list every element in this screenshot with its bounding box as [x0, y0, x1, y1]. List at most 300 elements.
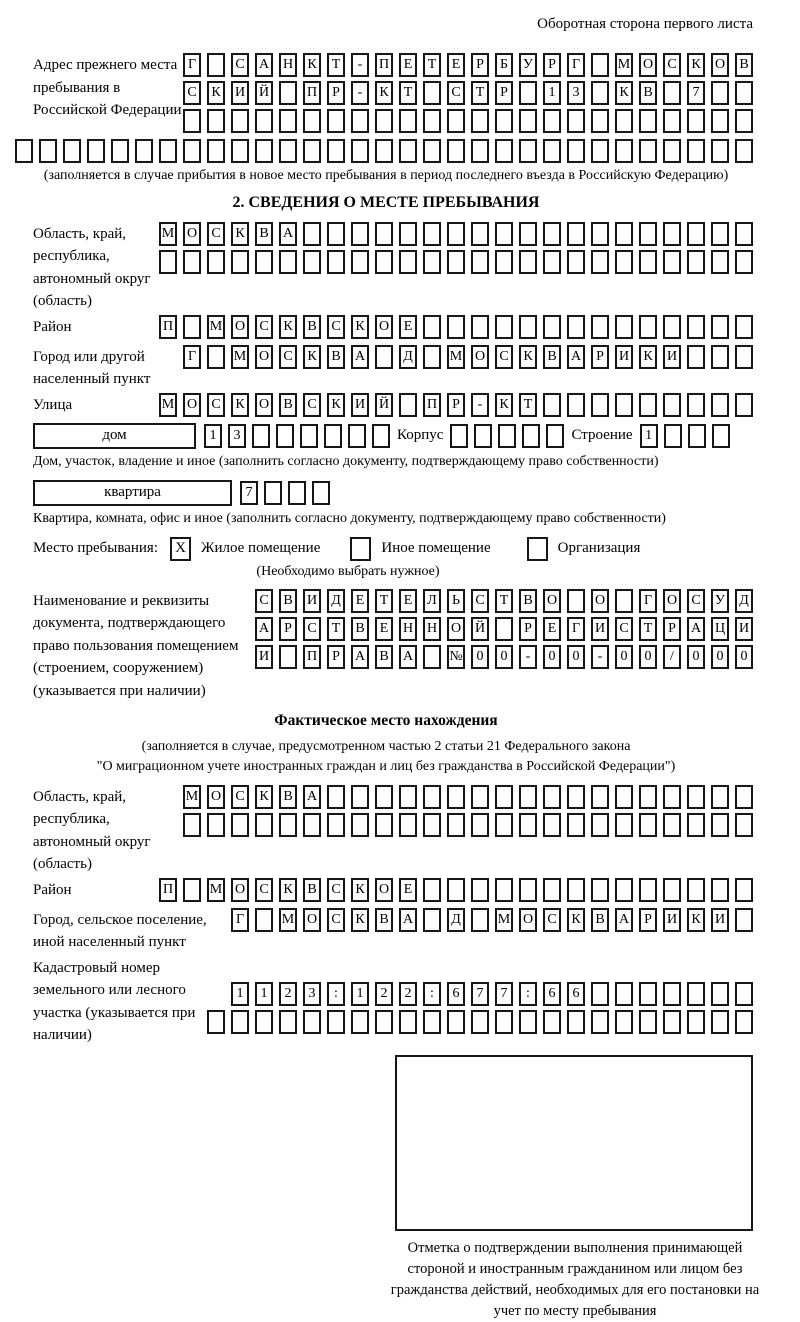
- char-cell: [591, 81, 609, 105]
- char-cell: В: [303, 878, 321, 902]
- char-cell: [447, 139, 465, 163]
- char-cell: А: [255, 617, 273, 641]
- char-cell: [711, 250, 729, 274]
- char-cell: [639, 109, 657, 133]
- char-cell: [183, 109, 201, 133]
- char-cell: К: [375, 81, 393, 105]
- char-cell: [351, 785, 369, 809]
- char-cell: [591, 139, 609, 163]
- char-cell: Т: [471, 81, 489, 105]
- char-cell: [423, 645, 441, 669]
- char-cell: [399, 785, 417, 809]
- char-cell: [495, 785, 513, 809]
- char-cell: [591, 315, 609, 339]
- char-cell: В: [375, 908, 393, 932]
- char-cell: [303, 139, 321, 163]
- char-cell: [399, 250, 417, 274]
- char-cell: [663, 982, 681, 1006]
- house-row: [33, 423, 753, 449]
- char-cell: Т: [327, 53, 345, 77]
- char-cell: [231, 250, 249, 274]
- document-row-2: [248, 617, 753, 641]
- char-cell: [543, 109, 561, 133]
- char-cell: [327, 139, 345, 163]
- document-row-3: [248, 645, 753, 669]
- char-cell: [423, 785, 441, 809]
- option-organizaciya-label: Организация: [557, 540, 641, 557]
- char-cell: [687, 315, 705, 339]
- char-cell: М: [495, 908, 513, 932]
- char-cell: [522, 424, 540, 448]
- char-cell: [423, 109, 441, 133]
- char-cell: [255, 813, 273, 837]
- char-cell: У: [519, 53, 537, 77]
- char-cell: О: [303, 908, 321, 932]
- char-cell: [423, 1010, 441, 1034]
- char-cell: [663, 813, 681, 837]
- char-cell: [207, 53, 225, 77]
- stay-type-label: Место пребывания:: [33, 540, 158, 557]
- char-cell: [495, 222, 513, 246]
- char-cell: [615, 393, 633, 417]
- char-cell: М: [183, 785, 201, 809]
- char-cell: [207, 250, 225, 274]
- char-cell: [519, 785, 537, 809]
- apartment-caption: Квартира, комната, офис и иное (заполнить согласно документу, подтверждающему право собственности): [33, 510, 666, 526]
- char-cell: И: [615, 345, 633, 369]
- char-cell: О: [639, 53, 657, 77]
- char-cell: [495, 617, 513, 641]
- char-cell: К: [231, 393, 249, 417]
- char-cell: [471, 109, 489, 133]
- char-cell: С: [255, 878, 273, 902]
- char-cell: С: [471, 589, 489, 613]
- char-cell: К: [639, 345, 657, 369]
- char-cell: П: [375, 53, 393, 77]
- prev-address-field: [33, 53, 753, 137]
- char-cell: [87, 139, 105, 163]
- char-cell: [231, 109, 249, 133]
- char-cell: [39, 139, 57, 163]
- char-cell: М: [207, 878, 225, 902]
- char-cell: О: [519, 908, 537, 932]
- char-cell: М: [615, 53, 633, 77]
- cadastral-row-2: [211, 1010, 753, 1034]
- char-cell: 0: [687, 645, 705, 669]
- confirmation-stamp-box: [395, 1055, 753, 1231]
- char-cell: [591, 1010, 609, 1034]
- cadastral-label: Кадастровый номер земельного или лесного участка (указывается при наличии): [33, 959, 196, 1044]
- char-cell: К: [351, 878, 369, 902]
- page-header-note: Оборотная сторона первого листа: [537, 16, 753, 32]
- actual-city-field: [33, 908, 753, 954]
- char-cell: [735, 1010, 753, 1034]
- char-cell: [687, 1010, 705, 1034]
- char-cell: [543, 1010, 561, 1034]
- document-label: Наименование и реквизиты документа, подтверждающего право пользования помещением (строением, сооружением) (указывается при наличии): [33, 592, 239, 699]
- char-cell: В: [591, 908, 609, 932]
- section2-title: 2. СВЕДЕНИЯ О МЕСТЕ ПРЕБЫВАНИЯ: [232, 193, 540, 211]
- char-cell: К: [687, 53, 705, 77]
- char-cell: [711, 315, 729, 339]
- char-cell: Р: [639, 908, 657, 932]
- confirmation-caption: Отметка о подтверждении выполнения принимающей стороной и иностранным гражданином или лицом без гражданства действий, необходимых для его постановки на учет по месту пребывания: [390, 1239, 760, 1319]
- char-cell: О: [663, 589, 681, 613]
- char-cell: [351, 109, 369, 133]
- char-cell: О: [543, 589, 561, 613]
- char-cell: [711, 1010, 729, 1034]
- char-cell: Д: [399, 345, 417, 369]
- char-cell: [279, 109, 297, 133]
- actual-location-caption-2: "О миграционном учете иностранных граждан и лиц без гражданства в Российской Федерации"): [96, 759, 676, 775]
- korpus-cells: [450, 424, 564, 448]
- char-cell: [735, 81, 753, 105]
- char-cell: [447, 813, 465, 837]
- char-cell: [591, 982, 609, 1006]
- char-cell: [735, 315, 753, 339]
- char-cell: О: [231, 315, 249, 339]
- apartment-cells: [240, 481, 330, 505]
- char-cell: [639, 250, 657, 274]
- char-cell: [687, 250, 705, 274]
- char-cell: И: [663, 345, 681, 369]
- street-field: [33, 393, 753, 421]
- char-cell: В: [639, 81, 657, 105]
- char-cell: И: [231, 81, 249, 105]
- checkbox-organizaciya: [527, 537, 548, 561]
- char-cell: [519, 250, 537, 274]
- prev-address-row-1: [183, 53, 753, 77]
- char-cell: [207, 813, 225, 837]
- char-cell: [375, 785, 393, 809]
- char-cell: [543, 878, 561, 902]
- char-cell: [735, 813, 753, 837]
- char-cell: [615, 250, 633, 274]
- char-cell: [303, 813, 321, 837]
- char-cell: 1: [543, 81, 561, 105]
- char-cell: С: [327, 908, 345, 932]
- char-cell: [495, 1010, 513, 1034]
- char-cell: [279, 139, 297, 163]
- char-cell: Л: [423, 589, 441, 613]
- char-cell: 3: [303, 982, 321, 1006]
- char-cell: [183, 139, 201, 163]
- char-cell: [663, 1010, 681, 1034]
- region-row-2: [168, 250, 753, 274]
- char-cell: [615, 139, 633, 163]
- char-cell: [546, 424, 564, 448]
- char-cell: Г: [183, 345, 201, 369]
- char-cell: О: [183, 393, 201, 417]
- char-cell: 0: [735, 645, 753, 669]
- char-cell: [351, 1010, 369, 1034]
- char-cell: Б: [495, 53, 513, 77]
- char-cell: 2: [399, 982, 417, 1006]
- char-cell: [351, 139, 369, 163]
- char-cell: К: [303, 345, 321, 369]
- char-cell: С: [687, 589, 705, 613]
- char-cell: [207, 109, 225, 133]
- char-cell: Й: [375, 393, 393, 417]
- char-cell: Т: [495, 589, 513, 613]
- char-cell: В: [327, 345, 345, 369]
- char-cell: [399, 393, 417, 417]
- char-cell: [399, 222, 417, 246]
- char-cell: :: [423, 982, 441, 1006]
- char-cell: А: [351, 345, 369, 369]
- char-cell: [303, 222, 321, 246]
- char-cell: [591, 53, 609, 77]
- char-cell: [663, 139, 681, 163]
- char-cell: [639, 1010, 657, 1034]
- char-cell: М: [159, 393, 177, 417]
- char-cell: :: [327, 982, 345, 1006]
- char-cell: [471, 250, 489, 274]
- char-cell: 1: [255, 982, 273, 1006]
- char-cell: А: [687, 617, 705, 641]
- char-cell: [591, 878, 609, 902]
- char-cell: В: [735, 53, 753, 77]
- char-cell: [615, 589, 633, 613]
- char-cell: 0: [567, 645, 585, 669]
- city-field: [33, 345, 753, 391]
- char-cell: [663, 878, 681, 902]
- char-cell: [567, 315, 585, 339]
- char-cell: [264, 481, 282, 505]
- char-cell: [543, 785, 561, 809]
- char-cell: Ь: [447, 589, 465, 613]
- char-cell: [591, 109, 609, 133]
- char-cell: [351, 222, 369, 246]
- region-label: Область, край, республика, автономный округ (область): [33, 225, 151, 310]
- char-cell: [279, 813, 297, 837]
- char-cell: [423, 139, 441, 163]
- actual-region-row-1: [183, 785, 753, 809]
- char-cell: [543, 315, 561, 339]
- char-cell: Р: [327, 81, 345, 105]
- char-cell: [543, 222, 561, 246]
- char-cell: [639, 222, 657, 246]
- char-cell: [543, 813, 561, 837]
- char-cell: [327, 109, 345, 133]
- char-cell: [687, 345, 705, 369]
- char-cell: 7: [240, 481, 258, 505]
- char-cell: [447, 785, 465, 809]
- char-cell: [447, 1010, 465, 1034]
- char-cell: [423, 345, 441, 369]
- char-cell: О: [255, 393, 273, 417]
- char-cell: :: [519, 982, 537, 1006]
- char-cell: 1: [640, 424, 658, 448]
- char-cell: О: [711, 53, 729, 77]
- char-cell: [375, 109, 393, 133]
- char-cell: [615, 785, 633, 809]
- char-cell: В: [303, 315, 321, 339]
- char-cell: [498, 424, 516, 448]
- char-cell: [312, 481, 330, 505]
- char-cell: [303, 250, 321, 274]
- char-cell: Е: [543, 617, 561, 641]
- char-cell: Г: [231, 908, 249, 932]
- char-cell: Е: [399, 878, 417, 902]
- char-cell: 7: [687, 81, 705, 105]
- char-cell: [495, 109, 513, 133]
- char-cell: [471, 878, 489, 902]
- char-cell: А: [351, 645, 369, 669]
- char-cell: [712, 424, 730, 448]
- char-cell: [450, 424, 468, 448]
- char-cell: [711, 813, 729, 837]
- char-cell: М: [279, 908, 297, 932]
- char-cell: [567, 1010, 585, 1034]
- actual-district-field: [33, 878, 753, 906]
- char-cell: [615, 982, 633, 1006]
- char-cell: [591, 813, 609, 837]
- char-cell: Р: [279, 617, 297, 641]
- char-cell: [423, 878, 441, 902]
- prev-address-rows: [183, 53, 753, 137]
- char-cell: [711, 109, 729, 133]
- char-cell: [231, 1010, 249, 1034]
- char-cell: Р: [591, 345, 609, 369]
- char-cell: И: [591, 617, 609, 641]
- prev-address-row-2: [183, 81, 753, 105]
- char-cell: Т: [423, 53, 441, 77]
- char-cell: [519, 139, 537, 163]
- char-cell: А: [255, 53, 273, 77]
- char-cell: С: [495, 345, 513, 369]
- char-cell: [567, 250, 585, 274]
- actual-region-field: [33, 785, 753, 876]
- char-cell: В: [543, 345, 561, 369]
- char-cell: [327, 785, 345, 809]
- char-cell: [639, 315, 657, 339]
- char-cell: И: [255, 645, 273, 669]
- char-cell: [207, 139, 225, 163]
- char-cell: С: [615, 617, 633, 641]
- char-cell: [375, 222, 393, 246]
- char-cell: [687, 139, 705, 163]
- char-cell: [711, 393, 729, 417]
- char-cell: Т: [375, 589, 393, 613]
- char-cell: К: [207, 81, 225, 105]
- char-cell: [447, 315, 465, 339]
- char-cell: [663, 109, 681, 133]
- char-cell: 0: [615, 645, 633, 669]
- char-cell: А: [279, 222, 297, 246]
- char-cell: К: [327, 393, 345, 417]
- char-cell: 3: [228, 424, 246, 448]
- char-cell: [639, 878, 657, 902]
- char-cell: С: [255, 589, 273, 613]
- checkbox-zhiloe: X: [170, 537, 191, 561]
- char-cell: Ц: [711, 617, 729, 641]
- char-cell: [183, 250, 201, 274]
- char-cell: Т: [639, 617, 657, 641]
- char-cell: 2: [375, 982, 393, 1006]
- char-cell: К: [231, 222, 249, 246]
- korpus-label: Корпус: [397, 427, 444, 444]
- char-cell: [135, 139, 153, 163]
- char-cell: [567, 589, 585, 613]
- region-field: [33, 222, 753, 313]
- char-cell: [303, 1010, 321, 1034]
- char-cell: [255, 109, 273, 133]
- char-cell: В: [519, 589, 537, 613]
- char-cell: [567, 878, 585, 902]
- char-cell: [711, 139, 729, 163]
- char-cell: [639, 813, 657, 837]
- stay-type-row: [33, 537, 753, 561]
- char-cell: [447, 109, 465, 133]
- char-cell: [471, 315, 489, 339]
- char-cell: [471, 1010, 489, 1034]
- char-cell: [567, 813, 585, 837]
- char-cell: [663, 81, 681, 105]
- char-cell: [63, 139, 81, 163]
- char-cell: Н: [423, 617, 441, 641]
- char-cell: [615, 1010, 633, 1034]
- prev-address-row-3: [183, 109, 753, 133]
- char-cell: [711, 81, 729, 105]
- char-cell: С: [231, 785, 249, 809]
- char-cell: [255, 139, 273, 163]
- char-cell: [471, 785, 489, 809]
- char-cell: К: [687, 908, 705, 932]
- char-cell: В: [279, 393, 297, 417]
- char-cell: С: [447, 81, 465, 105]
- stay-type-hint: (Необходимо выбрать нужное): [256, 563, 440, 579]
- char-cell: [519, 813, 537, 837]
- char-cell: [591, 250, 609, 274]
- char-cell: [543, 250, 561, 274]
- char-cell: [519, 1010, 537, 1034]
- char-cell: [252, 424, 270, 448]
- char-cell: [519, 109, 537, 133]
- char-cell: [735, 393, 753, 417]
- char-cell: -: [519, 645, 537, 669]
- house-box: дом: [33, 423, 196, 449]
- char-cell: Е: [399, 53, 417, 77]
- char-cell: [591, 222, 609, 246]
- char-cell: [639, 393, 657, 417]
- char-cell: [615, 878, 633, 902]
- char-cell: [255, 250, 273, 274]
- char-cell: [711, 878, 729, 902]
- char-cell: [327, 1010, 345, 1034]
- char-cell: С: [327, 315, 345, 339]
- char-cell: К: [351, 315, 369, 339]
- char-cell: О: [471, 345, 489, 369]
- char-cell: [543, 139, 561, 163]
- prev-address-row-4: [7, 139, 753, 163]
- char-cell: [519, 81, 537, 105]
- char-cell: С: [183, 81, 201, 105]
- char-cell: О: [591, 589, 609, 613]
- option-zhiloe-label: Жилое помещение: [201, 540, 321, 557]
- char-cell: О: [183, 222, 201, 246]
- stroenie-cells: [640, 424, 730, 448]
- char-cell: [375, 250, 393, 274]
- char-cell: [255, 1010, 273, 1034]
- char-cell: -: [351, 53, 369, 77]
- char-cell: [711, 982, 729, 1006]
- char-cell: У: [711, 589, 729, 613]
- char-cell: К: [279, 315, 297, 339]
- char-cell: [207, 1010, 225, 1034]
- char-cell: К: [567, 908, 585, 932]
- char-cell: Т: [399, 81, 417, 105]
